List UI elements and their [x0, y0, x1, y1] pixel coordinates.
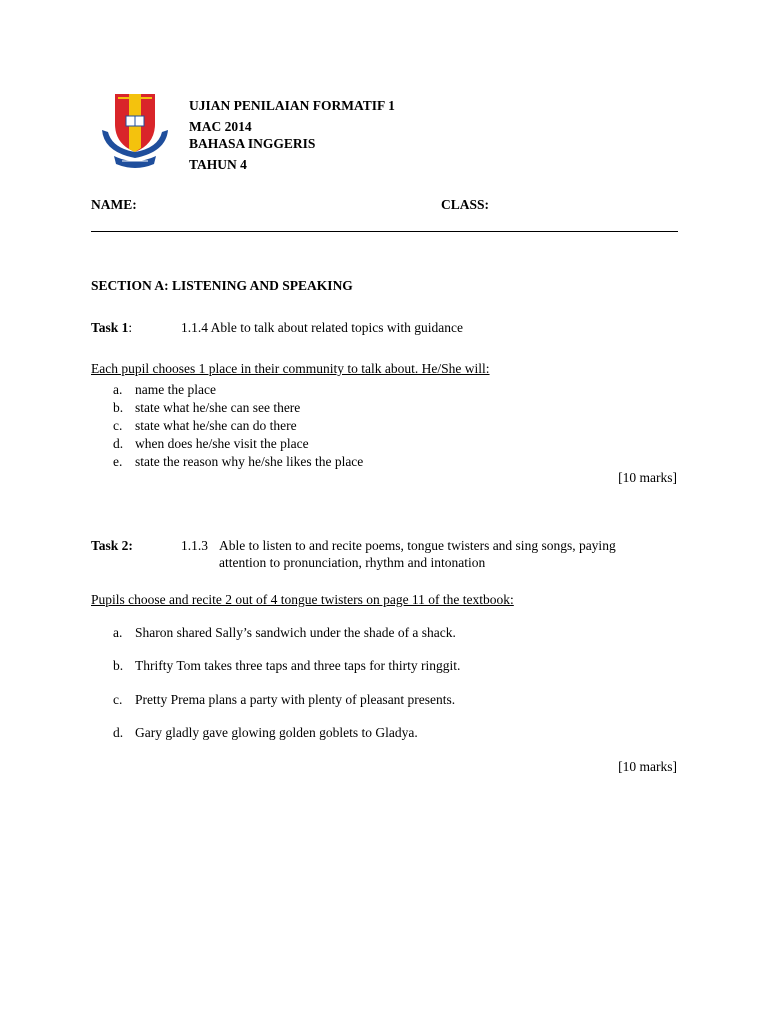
list-marker: a. [113, 382, 123, 397]
section-a-title: SECTION A: LISTENING AND SPEAKING [91, 278, 353, 293]
list-item [91, 435, 363, 453]
task1-colon: : [128, 320, 133, 335]
task2-instruction: Pupils choose and recite 2 out of 4 tongue twisters on page 11 of the textbook: [91, 592, 514, 607]
task2-standard-code: 1.1.3 [181, 538, 208, 553]
class-label: CLASS: [441, 197, 490, 212]
list-text: Thrifty Tom takes three taps and three taps for thirty ringgit. [135, 658, 461, 673]
task1-heading [91, 320, 132, 336]
list-text: state what he/she can see there [135, 400, 301, 415]
exam-date: MAC 2014 [189, 119, 252, 134]
list-text: when does he/she visit the place [135, 436, 309, 451]
list-marker: c. [113, 692, 123, 707]
list-item [91, 417, 363, 435]
task1-list [91, 381, 363, 471]
list-item [91, 399, 363, 417]
list-text: state the reason why he/she likes the place [135, 454, 364, 469]
list-text: Sharon shared Sally’s sandwich under the shade of a shack. [135, 625, 456, 640]
exam-title: UJIAN PENILAIAN FORMATIF 1 [189, 98, 395, 113]
school-crest-logo [100, 90, 170, 170]
list-item [91, 381, 363, 399]
list-item [91, 453, 363, 471]
exam-year: TAHUN 4 [189, 157, 247, 172]
list-marker: d. [113, 436, 124, 451]
exam-subject: BAHASA INGGERIS [189, 136, 316, 151]
list-marker: a. [113, 625, 123, 640]
task2-standard-line1: Able to listen to and recite poems, tongue twisters and sing songs, paying [219, 538, 616, 553]
list-marker: b. [113, 658, 124, 673]
task2-standard-line2: attention to pronunciation, rhythm and intonation [219, 555, 486, 570]
list-marker: b. [113, 400, 124, 415]
task1-label: Task 1 [91, 320, 129, 335]
task1-marks: [10 marks] [618, 470, 677, 485]
task2-label: Task 2: [91, 538, 133, 553]
list-text: Pretty Prema plans a party with plenty of pleasant presents. [135, 692, 456, 707]
name-label: NAME: [91, 197, 137, 212]
list-marker: c. [113, 418, 123, 433]
list-text: Gary gladly gave glowing golden goblets to Gladya. [135, 725, 418, 740]
task1-standard: 1.1.4 Able to talk about related topics with guidance [181, 320, 463, 335]
list-marker: d. [113, 725, 124, 740]
list-marker: e. [113, 454, 123, 469]
divider-line [91, 231, 678, 232]
list-text: state what he/she can do there [135, 418, 297, 433]
task2-marks: [10 marks] [618, 759, 677, 774]
task1-instruction: Each pupil chooses 1 place in their community to talk about. He/She will: [91, 361, 490, 376]
list-text: name the place [135, 382, 216, 397]
